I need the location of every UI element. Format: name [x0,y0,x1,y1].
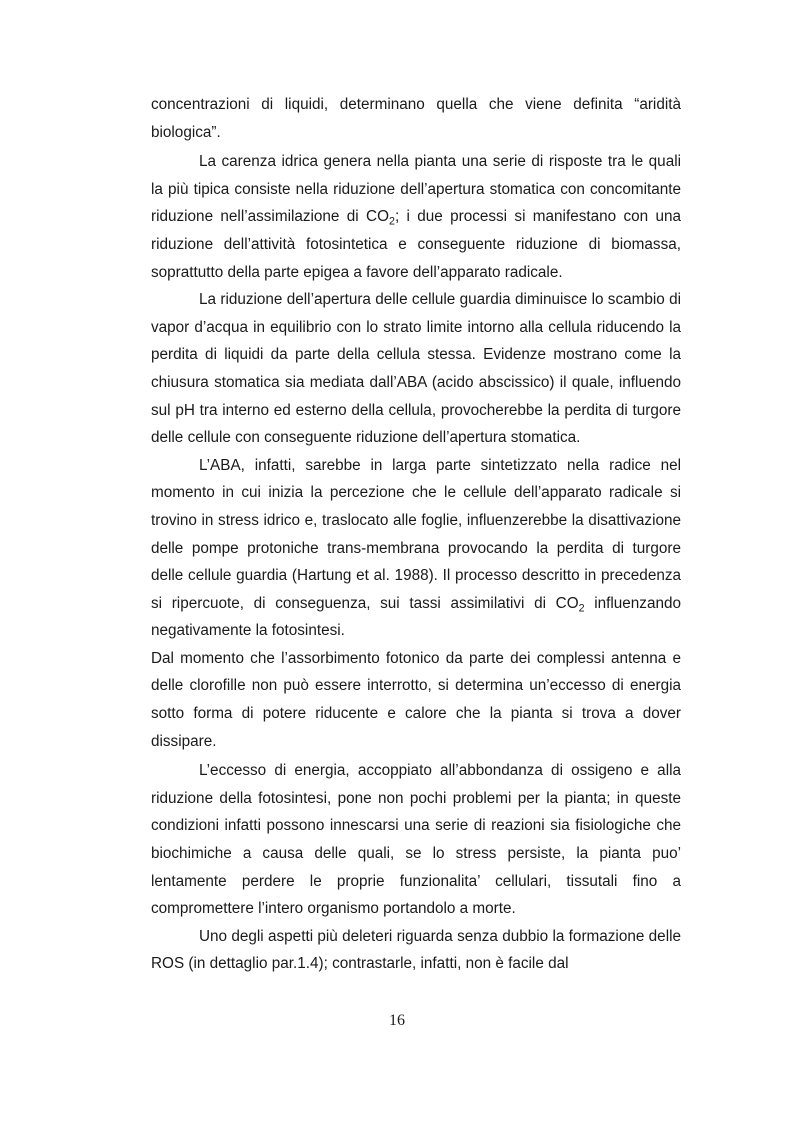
paragraph-carenza-idrica: La carenza idrica genera nella pianta una serie di risposte tra le quali la più tipica consiste nella riduzione dell’apertura stomatica con concomitante riduzione nell’assimilazione di $CO_2$; i due processi si manifestano con una riduzione dell’attività fotosintetica e conseguente riduzione di biomassa, soprattutto della parte epigea a favore dell’apparato radicale. [151,153,681,281]
paragraph-eccesso-energia: L’eccesso di energia, accoppiato all’abbondanza di ossigeno e alla riduzione della fotosintesi, pone non pochi problemi per la pianta; in queste condizioni infatti possono innescarsi una serie di reazioni sia fisiologiche che biochimiche a causa delle quali, se lo stress persiste, la pianta puo’ lentamente perdere le proprie funzionalita’ cellulari, tissutali fino a compromettere l’intero organismo portandolo a morte. [151,762,681,918]
paragraph-aridita-biologica: concentrazioni di liquidi, determinano quella che viene definita “aridità biologica”. [151,96,681,141]
paragraph-cellule-guardia: La riduzione dell’apertura delle cellule guardia diminuisce lo scambio di vapor d’acqua in equilibrio con lo strato limite intorno alla cellula riducendo la perdita di liquidi da parte della cellula stessa. Evidenze mostrano come la chiusura stomatica sia mediata dall’ABA (acido abscissico) il quale, influendo sul pH tra interno ed esterno della cellula, provocherebbe la perdita di turgore delle cellule con conseguente riduzione dell’apertura stomatica. [151,291,681,447]
document-body [151,91,681,978]
paragraph-aba: L’ABA, infatti, sarebbe in larga parte sintetizzato nella radice nel momento in cui inizia la percezione che le cellule dell’apparato radicale si trovino in stress idrico e, traslocato alle foglie, influenzerebbe la disattivazione delle pompe protoniche trans-membrana provocando la perdita di turgore delle cellule guardia (Hartung et al. 1988). Il processo descritto in precedenza si ripercuote, di conseguenza, sui tassi assimilativi di $CO_2$ influenzando negativamente la fotosintesi. [151,456,681,640]
paragraph-assorbimento-fotonico: Dal momento che l’assorbimento fotonico da parte dei complessi antenna e delle clorofille non può essere interrotto, si determina un’eccesso di energia sotto forma di potere riducente e calore che la pianta si trova a dover dissipare. [151,649,681,750]
paragraph-ros: Uno degli aspetti più deleteri riguarda senza dubbio la formazione delle ROS (in dettaglio par.1.4); contrastarle, infatti, non è facile dal [151,927,681,973]
page-number: 16 [389,1012,405,1029]
